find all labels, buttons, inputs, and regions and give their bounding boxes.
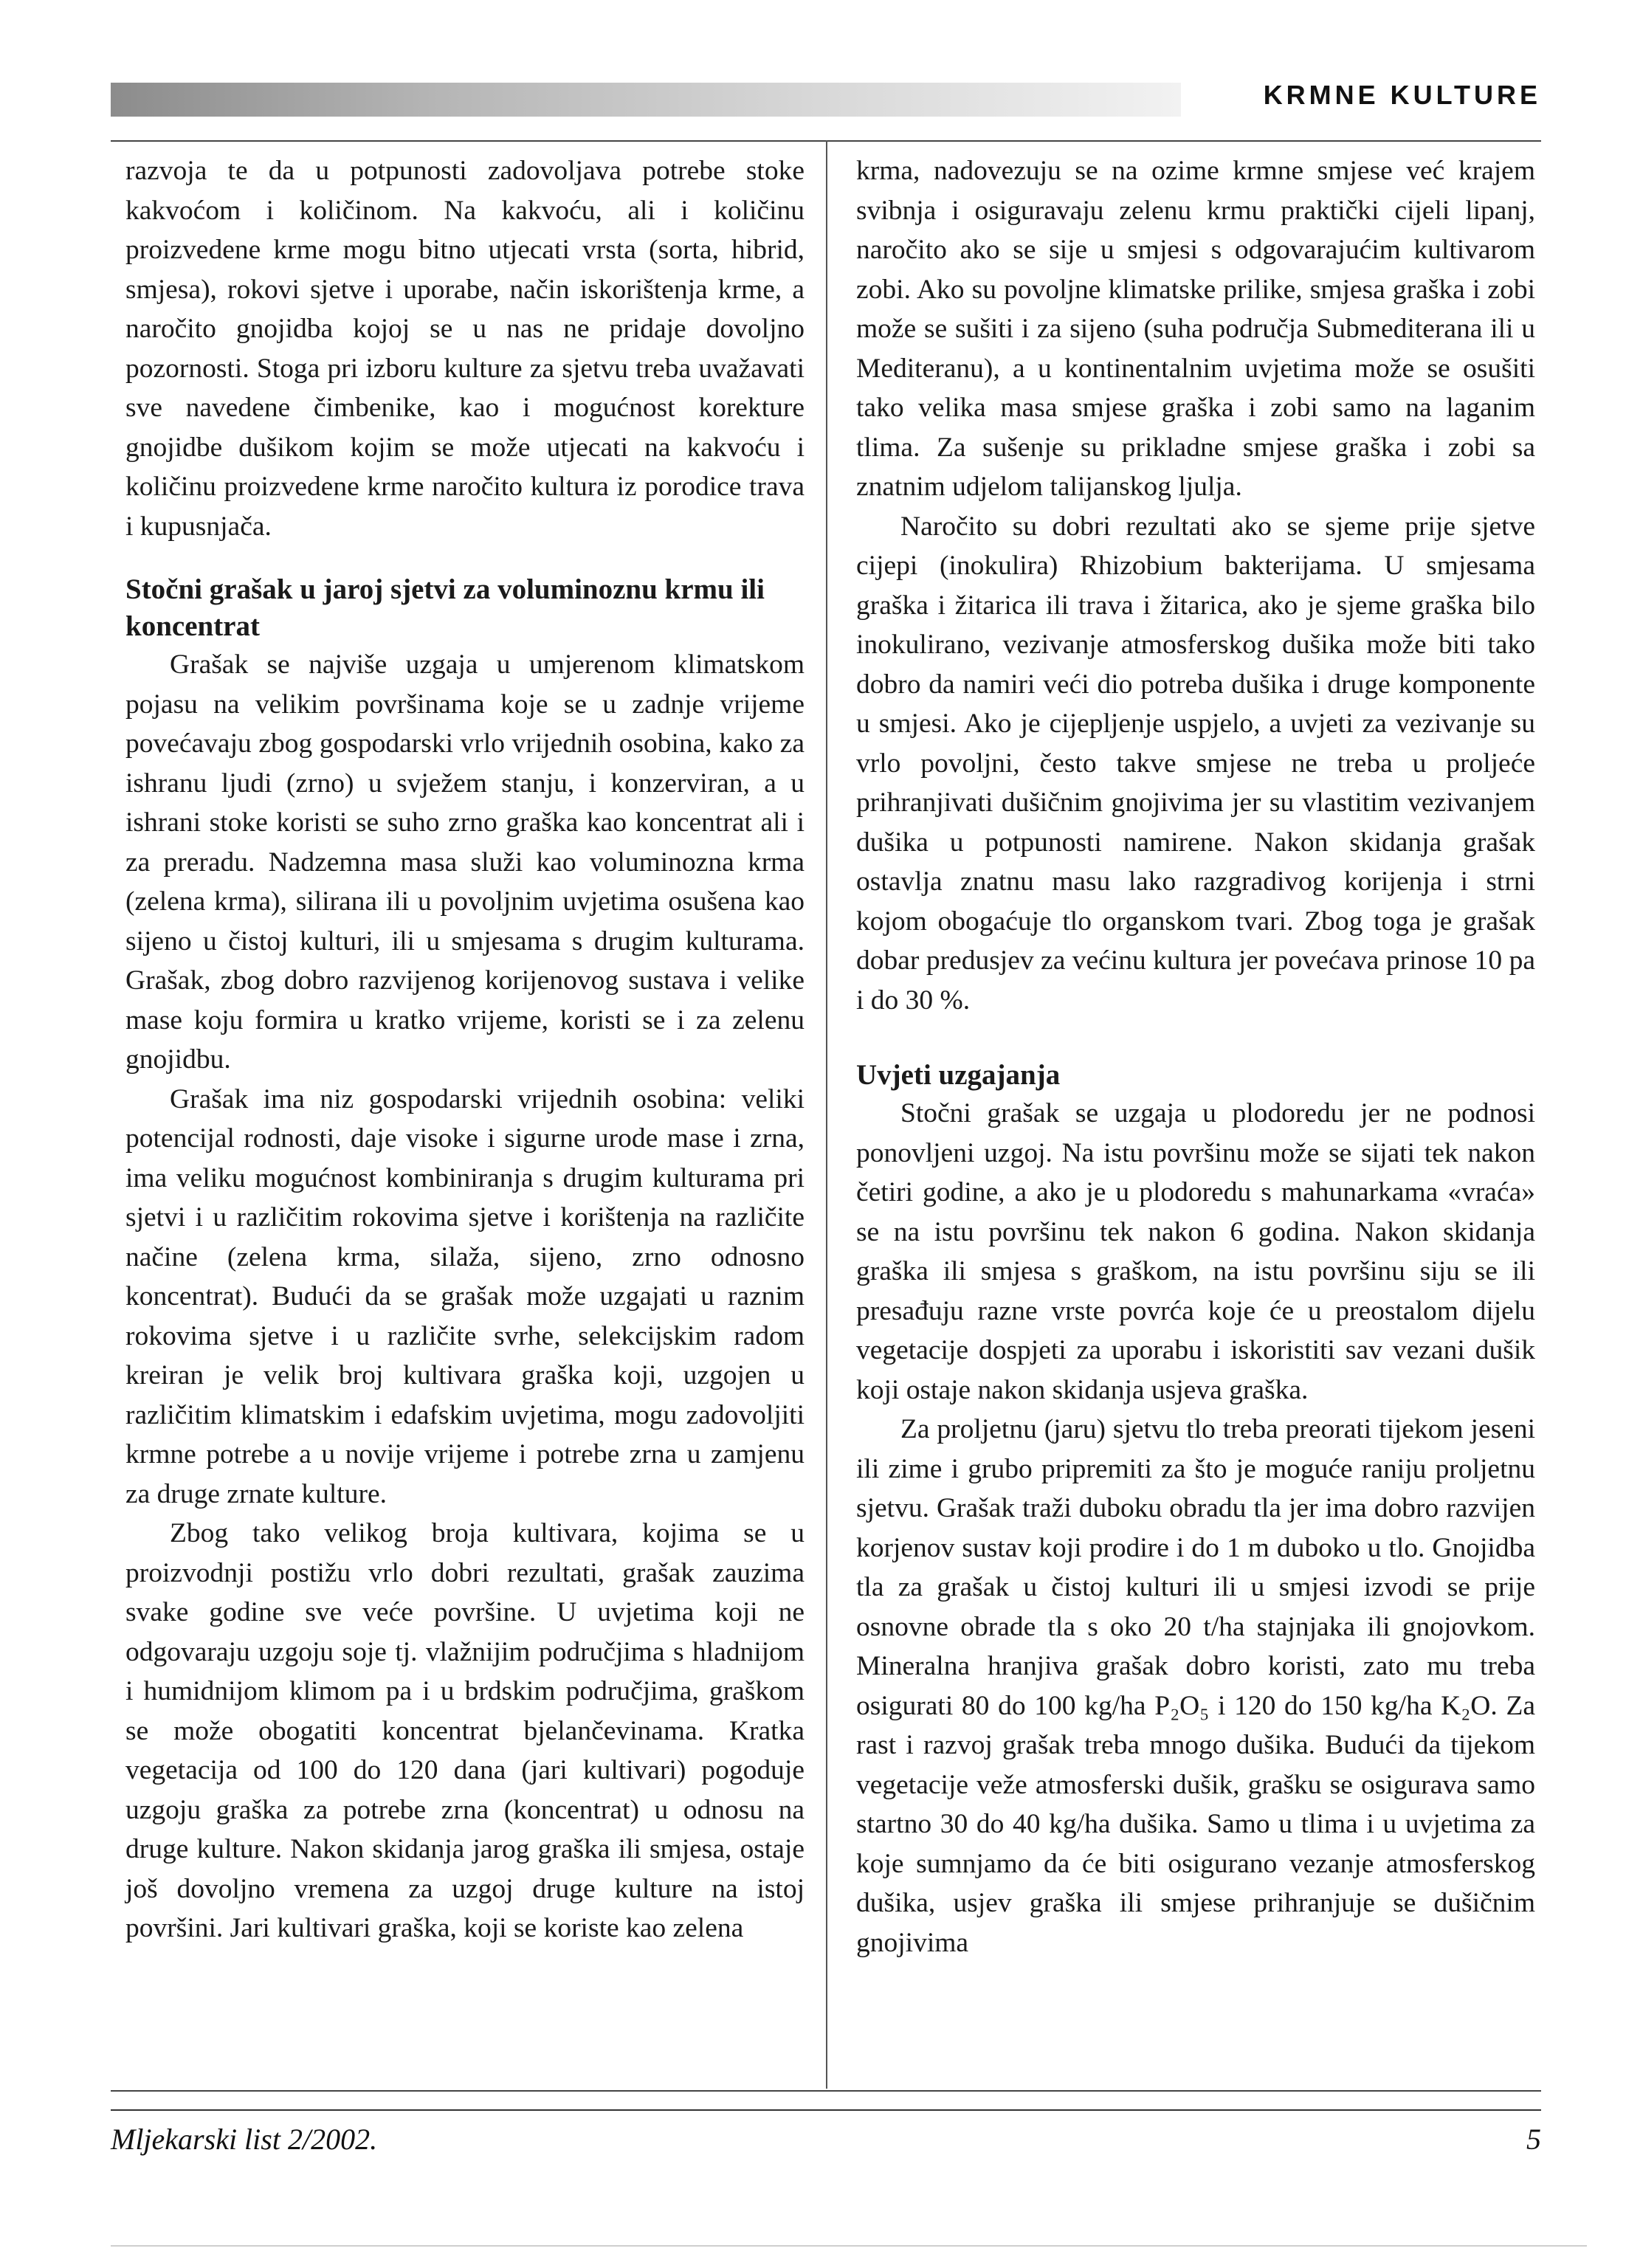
right-paragraph-1: krma, nadovezuju se na ozime krmne smjese već krajem svibnja i osiguravaju zelenu krmu praktički cijeli lipanj, naročito ako se sije u smjesi s odgovarajućim kultivarom zobi. Ako su povoljne klimatske prilike, smjesa graška i zobi može se sušiti i za sijeno (suha područja Submediterana ili u Mediteranu), a u kontinentalnim uvjetima može se osušiti tako velika masa smjese graška i zobi samo na laganim tlima. Za sušenje su prikladne smjese graška i zobi sa znatnim udjelom talijanskog ljulja. <box>856 156 1535 502</box>
section-title: KRMNE KULTURE <box>1263 80 1541 110</box>
right-paragraph-3: Stočni grašak se uzgaja u plodoredu jer ne podnosi ponovljeni uzgoj. Na istu površinu može se sijati tek nakon četiri godine, a ako je u plodoredu s mahunarkama «vraća» se na istu površinu tek nakon 6 godina. Nakon skidanja graška ili smjesa s graškom, na istu površinu siju se ili presađuju razne vrste povrća koje će u preostalom dijelu vegetacije dospjeti za uporabu i iskoristiti sav vezani dušik koji ostaje nakon skidanja usjeva graška. <box>856 1098 1535 1405</box>
header-band <box>111 83 1181 117</box>
right-column <box>856 151 1535 1962</box>
left-heading: Stočni grašak u jaroj sjetvi za voluminoznu krmu ili koncentrat <box>125 573 765 642</box>
page-number: 5 <box>1526 2123 1541 2156</box>
left-paragraph-3: Grašak ima niz gospodarski vrijednih osobina: veliki potencijal rodnosti, daje visoke i sigurne urode mase i zrna, ima veliku mogućnost kombiniranja s drugim kulturama pri sjetvi i u različitim rokovima sjetve i korištenja na različite načine (zelena krma, silaža, sijeno, zrno odnosno koncentrat). Budući da se grašak može uzgajati u raznim rokovima sjetve i u različite svrhe, selekcijskim radom kreiran je velik broj kultivara graška koji, uzgojen u različitim klimatskim i edafskim uvjetima, mogu zadovoljiti krmne potrebe a u novije vrijeme i potrebe zrna u zamjenu za druge zrnate kulture. <box>125 1083 805 1509</box>
left-paragraph-1: razvoja te da u potpunosti zadovoljava potrebe stoke kakvoćom i količinom. Na kakvoću, ali i količinu proizvedene krme mogu bitno utjecati vrsta (sorta, hibrid, smjesa), rokovi sjetve i uporabe, način iskorištenja krme, a naročito gnojidba kojoj se u nas ne pridaje dovoljno pozornosti. Stoga pri izboru kulture za sjetvu treba uvažavati sve navedene čimbenike, kao i mogućnost korekture gnojidbe dušikom kojim se može utjecati na kakvoću i količinu proizvedene krme naročito kultura iz porodice trava i kupusnjača. <box>125 156 805 542</box>
column-divider <box>826 140 827 2089</box>
bottom-rule <box>111 2245 1587 2247</box>
right-paragraph-4: Za proljetnu (jaru) sjetvu tlo treba preorati tijekom jeseni ili zime i grubo pripremiti za što je moguće raniju proljetnu sjetvu. Grašak traži duboku obradu tla jer ima dobro razvijen korjenov sustav koji prodire i do 1 m duboko u tlo. Gnojidba tla za grašak u čistoj kulturi ili u smjesi izvodi se prije osnovne obrade tla s oko 20 t/ha stajnjaka ili gnojovkom. Mineralna hranjiva grašak dobro koristi, zato mu treba osigurati 80 do 100 kg/ha P₂O₅ i 120 do 150 kg/ha K₂O. Za rast i razvoj grašak treba mnogo dušika. Budući da tijekom vegetacije veže atmosferski dušik, grašku se osigurava samo startno 30 do 40 kg/ha dušika. Samo u tlima i u uvjetima za koje sumnjamo da će biti osigurano vezanje atmosferskog dušika, usjev graška ili smjese prihranjuje se dušičnim gnojivima <box>856 1414 1535 1958</box>
left-paragraph-4: Zbog tako velikog broja kultivara, kojima se u proizvodnji postižu vrlo dobri rezultati, grašak zauzima svake godine sve veće površine. U uvjetima koji ne odgovaraju uzgoju soje tj. vlažnijim područjima s hladnijom i humidnijom klimom pa i u brdskim područjima, graškom se može obogatiti koncentrat bjelančevinama. Kratka vegetacija od 100 do 120 dana (jari kultivari) pogoduje uzgoju graška za potrebe zrna (koncentrat) u odnosu na druge kulture. Nakon skidanja jarog graška ili smjesa, ostaje još dovoljno vremena za uzgoj druge kulture na istoj površini. Jari kultivari graška, koji se koriste kao zelena <box>125 1518 805 1943</box>
right-paragraph-2: Naročito su dobri rezultati ako se sjeme prije sjetve cijepi (inokulira) Rhizobium bakterijama. U smjesama graška i žitarica ili trava i žitarica, ako je sjeme graška bilo inokulirano, vezivanje atmosferskog dušika može biti tako dobro da namiri veći dio potreba dušika i druge komponente u smjesi. Ako je cijepljenje uspjelo, a uvjeti za vezivanje su vrlo povoljni, često takve smjese ne treba u proljeće prihranjivati dušičnim gnojivima jer su vlastitim vezivanjem dušika u potpunosti namirene. Nakon skidanja grašak ostavlja znatnu masu lako razgradivog korijenja i strni kojom obogaćuje tlo organskom tvari. Zbog toga je grašak dobar predusjev za većinu kultura jer povećava prinose 10 pa i do 30 %. <box>856 511 1535 1016</box>
left-column <box>125 151 805 1948</box>
footer-rule <box>111 2109 1541 2111</box>
footer-journal: Mljekarski list 2/2002. <box>111 2123 378 2156</box>
left-paragraph-2: Grašak se najviše uzgaja u umjerenom klimatskom pojasu na velikim površinama koje se u zadnje vrijeme povećavaju zbog gospodarski vrlo vrijednih osobina, kako za ishranu ljudi (zrno) u svježem stanju, i konzerviran, a u ishrani stoke koristi se suho zrno graška kao koncentrat ali i za preradu. Nadzemna masa služi kao voluminozna krma (zelena krma), silirana ili u povoljnim uvjetima osušena kao sijeno u čistoj kulturi, ili u smjesama s drugim kulturama. Grašak, zbog dobro razvijenog korijenovog sustava i velike mase koju formira u kratko vrijeme, koristi se i za zelenu gnojidbu. <box>125 649 805 1075</box>
right-heading: Uvjeti uzgajanja <box>856 1059 1061 1091</box>
